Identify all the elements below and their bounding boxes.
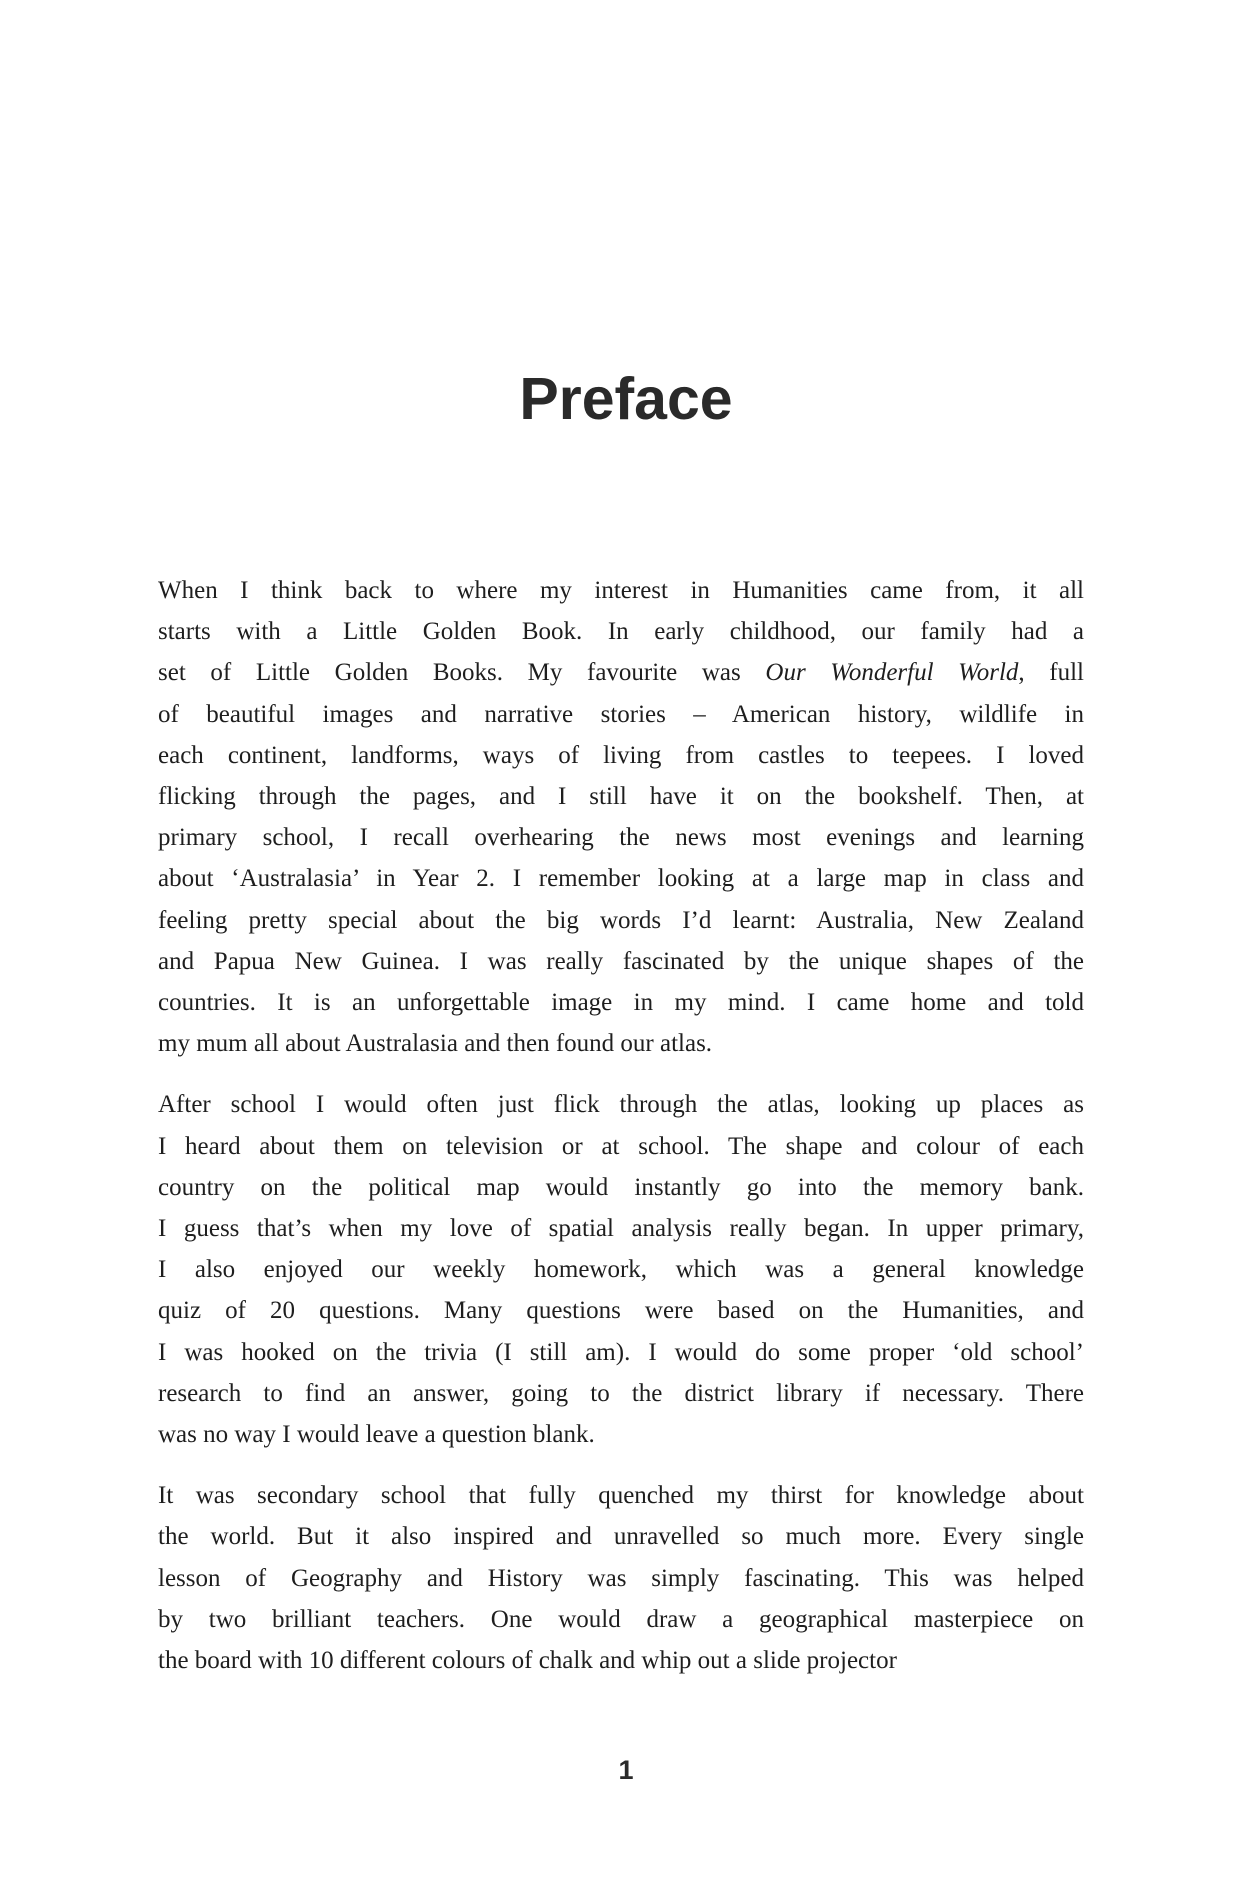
text-segment: When I think back to where my interest in Humanities came from, it all [158, 577, 1084, 604]
text-line [158, 694, 1084, 735]
text-segment: quiz of 20 questions. Many questions were based on the Humanities, and [158, 1297, 1084, 1325]
page-title: Preface [519, 366, 733, 432]
text-line [158, 900, 1084, 941]
text-line [158, 1516, 1084, 1557]
text-segment: my mum all about Australasia and then found our atlas. [158, 1030, 713, 1058]
text-line [158, 1373, 1084, 1414]
text-segment: It was secondary school that fully quenched my thirst for knowledge about [158, 1482, 1084, 1510]
text-segment: by two brilliant teachers. One would draw a geographical masterpiece on [158, 1605, 1084, 1633]
text-segment: starts with a Little Golden Book. In early childhood, our family had a [158, 618, 1084, 646]
text-segment: primary school, I recall overhearing the news most evenings and learning [158, 824, 1084, 852]
text-segment: I also enjoyed our weekly homework, which was a general knowledge [158, 1256, 1084, 1284]
text-segment: countries. It is an unforgettable image in my mind. I came home and told [158, 989, 1084, 1017]
text-line [158, 1599, 1084, 1640]
text-line [158, 735, 1084, 776]
text-segment: about ‘Australasia’ in Year 2. I remember looking at a large map in class and [158, 865, 1084, 893]
page-number: 1 [618, 1755, 634, 1785]
text-segment: I guess that’s when my love of spatial analysis really began. In upper primary, [158, 1215, 1084, 1243]
text-segment: set of Little Golden Books. My favourite was [158, 659, 766, 687]
text-line [158, 776, 1084, 817]
text-segment: I heard about them on television or at school. The shape and colour of each [158, 1132, 1084, 1160]
italic-text: Our Wonderful World [765, 659, 1019, 687]
text-line [158, 817, 1084, 858]
text-line [158, 652, 1084, 693]
text-segment: of beautiful images and narrative stories – American history, wildlife in [158, 700, 1084, 728]
text-segment: research to find an answer, going to the district library if necessary. There [158, 1379, 1084, 1407]
paragraph [158, 1475, 1084, 1681]
paragraph [158, 570, 1084, 1064]
text-segment: was no way I would leave a question blank. [158, 1421, 595, 1449]
text-line [158, 611, 1084, 652]
text-segment: lesson of Geography and History was simply fascinating. This was helped [158, 1564, 1084, 1592]
text-line [158, 1640, 1084, 1681]
text-segment: country on the political map would instantly go into the memory bank. [158, 1173, 1084, 1201]
text-segment: feeling pretty special about the big words I’d learnt: Australia, New Zealand [158, 906, 1084, 934]
text-line [158, 941, 1084, 982]
text-line [158, 982, 1084, 1023]
text-segment: the board with 10 different colours of chalk and whip out a slide projector [158, 1647, 897, 1675]
text-line [158, 1084, 1084, 1125]
text-line [158, 1249, 1084, 1290]
text-line [158, 1023, 1084, 1064]
text-segment: each continent, landforms, ways of living from castles to teepees. I loved [158, 741, 1084, 769]
text-segment: and Papua New Guinea. I was really fascinated by the unique shapes of the [158, 947, 1084, 975]
text-segment: flicking through the pages, and I still have it on the bookshelf. Then, at [158, 783, 1084, 811]
text-line [158, 1167, 1084, 1208]
text-segment: , full [1018, 659, 1084, 687]
text-line [158, 1414, 1084, 1455]
body-text [158, 570, 1084, 1681]
text-line [158, 1290, 1084, 1331]
text-line [158, 1208, 1084, 1249]
text-line [158, 570, 1084, 611]
text-line [158, 1558, 1084, 1599]
text-line [158, 1332, 1084, 1373]
text-line [158, 1126, 1084, 1167]
text-line [158, 858, 1084, 899]
paragraph [158, 1084, 1084, 1455]
text-segment: After school I would often just flick through the atlas, looking up places as [158, 1091, 1084, 1119]
text-segment: I was hooked on the trivia (I still am). I would do some proper ‘old school’ [158, 1338, 1084, 1366]
text-line [158, 1475, 1084, 1516]
text-segment: the world. But it also inspired and unravelled so much more. Every single [158, 1523, 1084, 1551]
